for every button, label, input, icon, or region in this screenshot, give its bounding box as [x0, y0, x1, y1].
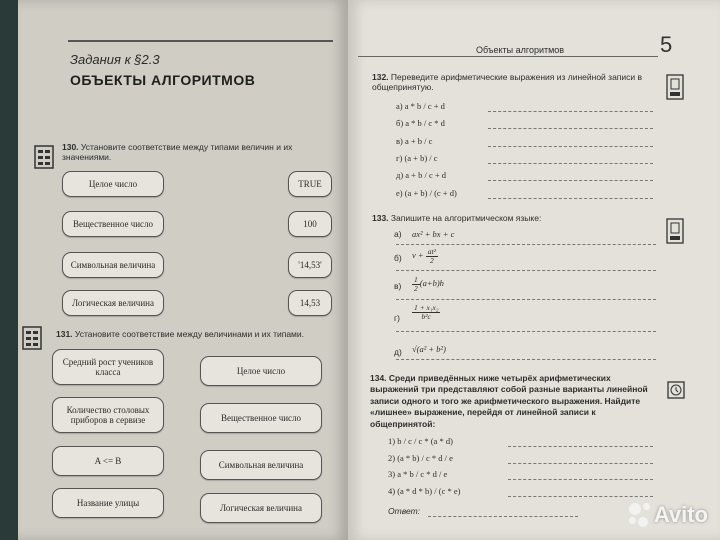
answer-line[interactable]: [488, 111, 653, 112]
left-page: [18, 0, 348, 540]
computer-task-icon: [666, 218, 684, 244]
matching-task-icon: [34, 145, 54, 169]
label-133-c: в): [394, 281, 402, 291]
header-rule: [358, 56, 658, 57]
answer-line[interactable]: [508, 446, 653, 447]
answer-line[interactable]: [396, 331, 656, 332]
answer-line[interactable]: [428, 516, 578, 517]
running-header: Объекты алгоритмов: [476, 45, 565, 55]
answer-line[interactable]: [508, 496, 653, 497]
expr-132-a: а) a * b / c + d: [396, 101, 445, 111]
quantity-box-street[interactable]: Название улицы: [52, 488, 164, 518]
type-box-char-2[interactable]: Символьная величина: [200, 450, 322, 480]
expr-132-b: б) a * b / c * d: [396, 118, 445, 128]
expr-134-2: 2) (a * b) / c * d / e: [388, 453, 453, 463]
expr-132-d: г) (a + b) / c: [396, 153, 438, 163]
right-page: [348, 0, 720, 540]
label-133-d: г): [394, 313, 400, 323]
answer-line[interactable]: [488, 180, 653, 181]
answer-line[interactable]: [396, 270, 656, 271]
answer-line[interactable]: [508, 479, 653, 480]
label-133-b: б): [394, 253, 402, 263]
task-134: 134. Среди приведённых ниже четырёх арифметических выражений три представляют собой разные варианты линейной записи одного и того же арифметического выражения. Найдите «лишнее» выражение, перейдя от линейной записи к общепринятой:: [370, 373, 648, 429]
matching-task-icon: [22, 326, 42, 350]
value-box-real[interactable]: 14,53: [288, 290, 332, 316]
type-box-logical-2[interactable]: Логическая величина: [200, 493, 322, 523]
type-box-integer[interactable]: Целое число: [62, 171, 164, 197]
page-number: 5: [660, 32, 673, 57]
value-box-100[interactable]: 100: [288, 211, 332, 237]
answer-label: Ответ:: [388, 506, 421, 516]
answer-line[interactable]: [396, 299, 656, 300]
expr-132-c: в) a + b / c: [396, 136, 433, 146]
expr-133-c: $\frac{1}{2}$ (a+b)h: [414, 275, 444, 293]
answer-line[interactable]: [488, 198, 653, 199]
answer-line[interactable]: [508, 463, 653, 464]
expr-133-e: √(a² + b²): [412, 344, 446, 354]
expr-132-e: д) a + b / c + d: [396, 170, 447, 180]
type-box-real-2[interactable]: Вещественное число: [200, 403, 322, 433]
expr-134-3: 3) a * b / c * d / e: [388, 469, 448, 479]
expr-134-4: 4) (a * d * b) / (c * e): [388, 486, 461, 496]
type-box-integer-2[interactable]: Целое число: [200, 356, 322, 386]
label-133-a: а): [394, 229, 402, 239]
quantity-box-compare[interactable]: A <= B: [52, 446, 164, 476]
task-133: 133. Запишите на алгоритмическом языке:: [372, 213, 542, 223]
section-title: ОБЪЕКТЫ АЛГОРИТМОВ: [70, 72, 256, 88]
avito-watermark: [629, 502, 708, 528]
quantity-box-height[interactable]: Средний рост учеников класса: [52, 349, 164, 385]
expr-132-f: е) (a + b) / (c + d): [396, 188, 457, 198]
expr-133-b: v + $\frac{\text{at²}}{2}$: [412, 247, 436, 265]
label-133-e: д): [394, 347, 402, 357]
task-131: 131. Установите соответствие между величинами и их типами.: [56, 329, 305, 339]
section-subtitle: Задания к §2.3: [70, 52, 160, 67]
value-box-string[interactable]: '14,53': [288, 252, 332, 278]
answer-line[interactable]: [488, 146, 653, 147]
answer-line[interactable]: [488, 163, 653, 164]
type-box-char[interactable]: Символьная величина: [62, 252, 164, 278]
answer-line[interactable]: [396, 244, 656, 245]
avito-text: Avito: [653, 502, 708, 527]
computer-task-icon: [666, 74, 684, 100]
clock-icon: [667, 381, 685, 399]
value-box-true[interactable]: TRUE: [288, 171, 332, 197]
quantity-box-cutlery[interactable]: Количество столовых приборов в сервизе: [52, 397, 164, 433]
header-rule: [68, 40, 333, 42]
expr-133-d: $\frac{\text{1 + x₁x₂}}{\text{b²c}}$: [414, 303, 439, 321]
task-130: 130. Установите соответствие между типами величин и их значениями.: [62, 142, 293, 163]
expr-133-a: ax² + bx + c: [412, 229, 455, 239]
answer-line[interactable]: [396, 359, 656, 360]
type-box-logical[interactable]: Логическая величина: [62, 290, 164, 316]
type-box-real[interactable]: Вещественное число: [62, 211, 164, 237]
expr-134-1: 1) b / c / c * (a * d): [388, 436, 453, 446]
answer-line[interactable]: [488, 128, 653, 129]
avito-logo-icon: [629, 503, 651, 527]
task-132: 132. Переведите арифметические выражения из линейной записи в общепринятую.: [372, 72, 643, 93]
